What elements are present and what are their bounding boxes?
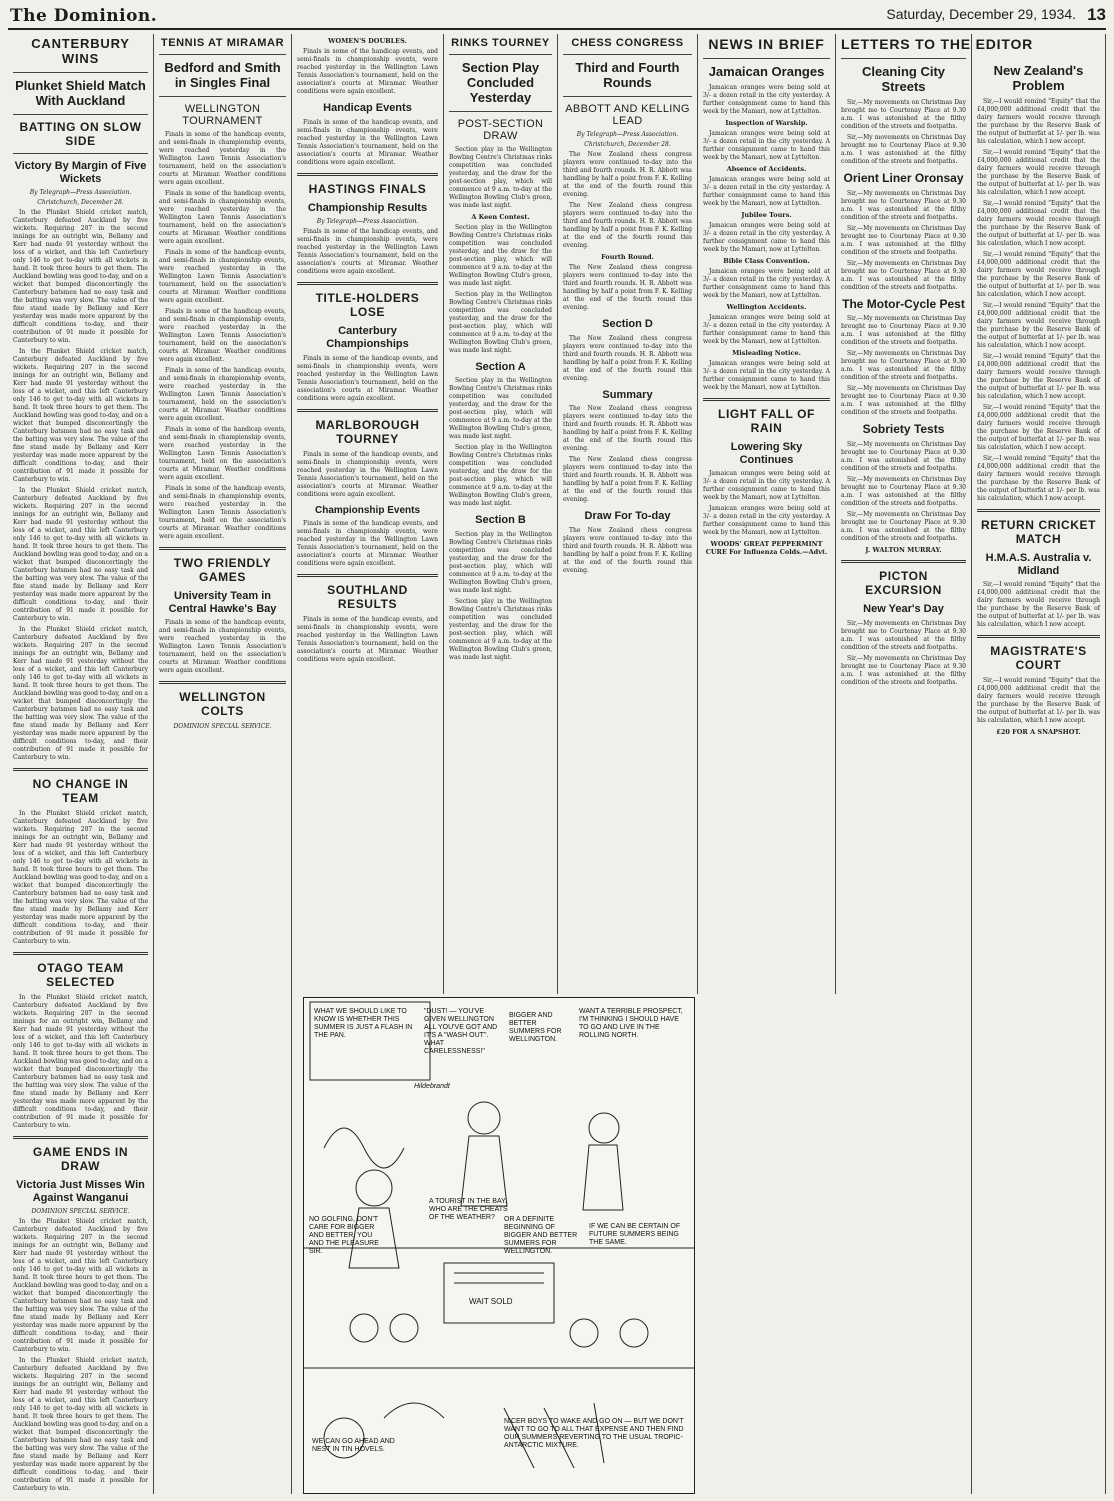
article-body-d: Finals in some of the handicap events, and semi-finals in championship events, were reached yesterday in the Wellington Lawn Tennis Association's tournament, held on the association's courts at Miramar. Weather conditions were again excellent. — [159, 307, 286, 363]
deck-oranges: Jamaican Oranges — [708, 64, 825, 79]
column-letters-2 — [972, 34, 1106, 1494]
cartoon-sign: WAIT SOLD — [469, 1297, 513, 1306]
article-body-5: The New Zealand chess congress players were continued to-day into the third and fourth rounds. H. R. Abbott was handling by half a point from F. K. Kelling at the end of the fourth round this evening. — [563, 405, 692, 453]
masthead — [8, 6, 1106, 30]
letter-body-3: Sir,—I would remind "Equity" that the £4,000,000 additional credit that the dairy farmers would receive through the purchase by the Reserve Bank of the output of butterfat at 1/- per lb. was his calculation, which I now accept. — [977, 199, 1100, 247]
subhead-misleading: Misleading Notice. — [732, 348, 801, 357]
results-body-7: Finals in some of the handicap events, and semi-finals in championship events, were reached yesterday in the Wellington Lawn Tennis Association's tournament, held on the association's courts at Miramar. Weather conditions were again excellent. — [297, 616, 438, 664]
subhead-jubilee: Jubilee Tours. — [741, 210, 792, 219]
column-letters — [836, 34, 1034, 1494]
letter-body-9: Sir,—I would remind "Equity" that the £4,000,000 additional credit that the dairy farmers would receive through the purchase by the Reserve Bank of the output of butterfat at 1/- per lb. was his calculation, which I now accept. — [977, 581, 1100, 629]
article-body-2: In the Plunket Shield cricket match, Canterbury defeated Auckland by five wickets. Requiring 207 in the second innings for an outright win, Bellamy and Kerr had made 91 yesterday without the loss of a wicket, and this left Canterbury only 146 to get to-day with all wickets in hand. It took three hours to get them. The Auckland bowling was good to-day, and on a wicket that bumped disconcertingly the Canterbury batsmen had no easy task and the batting was very slow. The value of the fine stand made by Bellamy and Kerr yesterday was made more apparent by the difficult conditions to-day, and their contribution of 91 made it possible for Canterbury to win. — [13, 810, 148, 946]
cartoon-bubble-1: WHAT WE SHOULD LIKE TO KNOW IS WHETHER THIS SUMMER IS JUST A FLASH IN THE PAN. — [314, 1008, 413, 1039]
subhead-batting: BATTING ON SLOW SIDE — [19, 119, 142, 148]
cartoon-bubble-10: WE CAN GO AHEAD AND NEST IN TIN HOVELS. — [312, 1438, 395, 1453]
headline-chess: CHESS CONGRESS — [571, 37, 684, 49]
advert-snapshot: £20 FOR A SNAPSHOT. — [996, 728, 1081, 737]
article-body-7: The New Zealand chess congress players were continued to-day into the third and fourth rounds. H. R. Abbott was handling by half a point from F. K. Kelling at the end of the fourth round this evening. — [563, 526, 692, 574]
article-body-repeat-2: In the Plunket Shield cricket match, Canterbury defeated Auckland by five wickets. Requiring 207 in the second innings for an outright win, Bellamy and Kerr had made 91 yesterday without the loss of a wicket, and this left Canterbury only 146 to get to-day with all wickets in hand. It took three hours to get them. The Auckland bowling was good to-day, and on a wicket that bumped disconcertingly the Canterbury batsmen had no easy task and the batting was very slow. The value of the fine stand made by Bellamy and Kerr yesterday was made more apparent by the difficult conditions to-day, and their contribution of 91 made it possible for Canterbury to win. — [13, 487, 148, 623]
article-body: Jamaican oranges were being sold at 3/- a dozen retail in the city yesterday. A further consignment came to hand this week by the Mamari, now at Lyttelton. — [703, 83, 830, 115]
cartoon-bubble-2: "DUST! — YOU'VE GIVEN WELLINGTON ALL YOU'VE GOT AND IT'S A "WASH OUT". WHAT CARELESSNESS!" — [424, 1008, 498, 1055]
article-body-repeat: In the Plunket Shield cricket match, Canterbury defeated Auckland by five wickets. Requiring 207 in the second innings for an outright win, Bellamy and Kerr had made 91 yesterday without the loss of a wicket, and this left Canterbury only 146 to get to-day with all wickets in hand. It took three hours to get them. The Auckland bowling was good to-day, and on a wicket that bumped disconcertingly the Canterbury batsmen had no easy task and the batting was very slow. The value of the fine stand made by Bellamy and Kerr yesterday was made more apparent by the difficult conditions to-day, and their contribution of 91 made it possible for Canterbury to win. — [13, 348, 148, 484]
article-body-6: The New Zealand chess congress players were continued to-day into the third and fourth rounds. H. R. Abbott was handling by half a point from F. K. Kelling at the end of the fourth round this evening. — [563, 456, 692, 504]
column-news — [698, 34, 836, 994]
headline-southland: SOUTHLAND RESULTS — [327, 583, 408, 612]
article-body: Section play in the Wellington Bowling Centre's Christmas rinks competition was concluded yesterday, and the draw for the post-section play, which will commence at 9 a.m. to-day at the Wellington Bowling Club's green, was made last night. — [449, 145, 552, 209]
letter-body-11: Sir,—My movements on Christmas Day brought me to Courtenay Place at 9.30 a.m. I was astonished at the filthy condition of the streets and footpaths. — [841, 511, 966, 543]
letter-body-8: Sir,—I would remind "Equity" that the £4,000,000 additional credit that the dairy farmers would receive through the purchase by the Reserve Bank of the output of butterfat at 1/- per lb. was his calculation, which I now accept. — [977, 454, 1100, 502]
deck-lowering-sky: Lowering Sky Continues — [730, 440, 803, 466]
article-body: In the Plunket Shield cricket match, Canterbury defeated Auckland by five wickets. Requiring 207 in the second innings for an outright win, Bellamy and Kerr had made 91 yesterday without the loss of a wicket, and this left Canterbury only 146 to get to-day with all wickets in hand. It took three hours to get them. The Auckland bowling was good to-day, and on a wicket that bumped disconcertingly the Canterbury batsmen had no easy task and the batting was very slow. The value of the fine stand made by Bellamy and Kerr yesterday was made more apparent by the difficult conditions to-day, and their contribution of 91 made it possible for Canterbury to win. — [13, 209, 148, 345]
article-body-2: Finals in some of the handicap events, and semi-finals in championship events, were reached yesterday in the Wellington Lawn Tennis Association's tournament, held on the association's courts at Miramar. Weather conditions were again excellent. — [159, 619, 286, 675]
headline-no-change: NO CHANGE IN TEAM — [32, 777, 129, 806]
deck-bedford: Bedford and Smith in Singles Final — [164, 60, 281, 90]
letter-body-7: Sir,—My movements on Christmas Day brought me to Courtenay Place at 9.30 a.m. I was astonished at the filthy condition of the streets and footpaths. — [841, 350, 966, 382]
section-d: Section D — [602, 317, 653, 330]
column-results — [292, 34, 444, 994]
deck-cleaning: Cleaning City Streets — [861, 64, 946, 94]
article-body-4: The New Zealand chess congress players were continued to-day into the third and fourth rounds. H. R. Abbott was handling by half a point from F. K. Kelling at the end of the fourth round this evening. — [563, 334, 692, 382]
results-body: Finals in some of the handicap events, and semi-finals in championship events, were reached yesterday in the Wellington Lawn Tennis Association's tournament, held on the association's courts at Miramar. Weather conditions were again excellent. — [297, 48, 438, 95]
headline-picton: PICTON EXCURSION — [865, 569, 942, 598]
headline-marlborough: MARLBOROUGH TOURNEY — [315, 417, 420, 446]
letter-body-6: Sir,—My movements on Christmas Day brought me to Courtenay Place at 9.30 a.m. I was astonished at the filthy condition of the streets and footpaths. — [841, 315, 966, 347]
article-body-4: Jamaican oranges were being sold at 3/- a dozen retail in the city yesterday. A further consignment came to hand this week by the Mamari, now at Lyttelton. — [703, 221, 830, 253]
cartoon-bubble-7: NO GOLFING, DON'T CARE FOR BIGGER AND BETTER, YOU AND THE PLEASURE SIR. — [309, 1216, 379, 1255]
editorial-cartoon — [303, 997, 695, 1494]
deck-canterbury-champs: Canterbury Championships — [326, 325, 409, 350]
headline-tennis: TENNIS AT MIRAMAR — [160, 37, 285, 49]
cartoon-bubble-3: BIGGER AND BETTER SUMMERS FOR WELLINGTON. — [509, 1012, 562, 1043]
column-tennis — [154, 34, 292, 1494]
letter-body-5: Sir,—My movements on Christmas Day brought me to Courtenay Place at 9.30 a.m. I was astonished at the filthy condition of the streets and footpaths. — [841, 259, 966, 291]
deck-victory: Victory By Margin of Five Wickets — [14, 159, 147, 185]
article-body-3: In the Plunket Shield cricket match, Canterbury defeated Auckland by five wickets. Requiring 207 in the second innings for an outright win, Bellamy and Kerr had made 91 yesterday without the loss of a wicket, and this left Canterbury only 146 to get to-day with all wickets in hand. It took three hours to get them. The Auckland bowling was good to-day, and on a wicket that bumped disconcertingly the Canterbury batsmen had no easy task and the batting was very slow. The value of the fine stand made by Bellamy and Kerr yesterday was made more apparent by the difficult conditions to-day, and their contribution of 91 made it possible for Canterbury to win. — [13, 994, 148, 1130]
article-body-3: Jamaican oranges were being sold at 3/- a dozen retail in the city yesterday. A further consignment came to hand this week by the Mamari, now at Lyttelton. — [703, 175, 830, 207]
subhead-keen-contest: A Keen Contest. — [471, 212, 530, 221]
article-body-2: The New Zealand chess congress players were continued to-day into the third and fourth rounds. H. R. Abbott was handling by half a point from F. K. Kelling at the end of the fourth round this evening. — [563, 201, 692, 249]
letter-body-10: Sir,—My movements on Christmas Day brought me to Courtenay Place at 9.30 a.m. I was astonished at the filthy condition of the streets and footpaths. — [841, 476, 966, 508]
headline-friendly-games: TWO FRIENDLY GAMES — [173, 555, 272, 584]
special-service: DOMINION SPECIAL SERVICE. — [31, 1208, 130, 1216]
article-body-6: Jamaican oranges were being sold at 3/- a dozen retail in the city yesterday. A further consignment came to hand this week by the Mamari, now at Lyttelton. — [703, 313, 830, 345]
cartoon-bubble-4: WANT A TERRIBLE PROSPECT, I'M THINKING I SHOULD HAVE TO GO AND LIVE IN THE ROLLING NORTH. — [579, 1008, 683, 1039]
headline-hastings: HASTINGS FINALS — [308, 181, 427, 196]
subhead-warship: Inspection of Warship. — [725, 118, 808, 127]
headline-game-draw: GAME ENDS IN DRAW — [32, 1145, 129, 1174]
cartoon-signature: Hildebrandt — [414, 1083, 450, 1090]
article-body-b: Finals in some of the handicap events, and semi-finals in championship events, were reached yesterday in the Wellington Lawn Tennis Association's tournament, held on the association's courts at Miramar. Weather conditions were again excellent. — [159, 189, 286, 245]
results-body-5: Finals in some of the handicap events, and semi-finals in championship events, were reached yesterday in the Wellington Lawn Tennis Association's tournament, held on the association's courts at Miramar. Weather conditions were again excellent. — [297, 450, 438, 498]
cartoon-bubble-6: IF WE CAN BE CERTAIN OF FUTURE SUMMERS BEING THE SAME. — [589, 1223, 681, 1246]
article-body-8: Jamaican oranges were being sold at 3/- a dozen retail in the city yesterday. A further consignment came to hand this week by the Mamari, now at Lyttelton. — [703, 470, 830, 502]
deck-hmas: H.M.A.S. Australia v. Midland — [985, 551, 1092, 577]
letter-body-2: Sir,—My movements on Christmas Day brought me to Courtenay Place at 9.30 a.m. I was astonished at the filthy condition of the streets and footpaths. — [841, 133, 966, 165]
subhead-accidents: Absence of Accidents. — [726, 164, 807, 173]
summary: Summary — [602, 388, 653, 401]
headline-canterbury-wins: CANTERBURY WINS — [31, 36, 130, 66]
byline: By Telegraph—Press Association. — [576, 130, 679, 138]
article-body-2: Jamaican oranges were being sold at 3/- a dozen retail in the city yesterday. A further consignment came to hand this week by the Mamari, now at Lyttelton. — [703, 129, 830, 161]
column-cricket — [8, 34, 154, 1494]
article-body-f: Finals in some of the handicap events, and semi-finals in championship events, were reached yesterday in the Wellington Lawn Tennis Association's tournament, held on the association's courts at Miramar. Weather conditions were again excellent. — [159, 425, 286, 481]
issue-date: Saturday, December 29, 1934. — [886, 6, 1076, 22]
deck-section-play: Section Play Concluded Yesterday — [461, 60, 540, 105]
column-chess — [558, 34, 698, 994]
championship-events: Championship Events — [314, 504, 420, 516]
letter-body-10: Sir,—I would remind "Equity" that the £4,000,000 additional credit that the dairy farmers would receive through the purchase by the Reserve Bank of the output of butterfat at 1/- per lb. was his calculation, which I now accept. — [977, 677, 1100, 725]
handicap-events: Handicap Events — [323, 102, 412, 114]
headline-return-cricket: RETURN CRICKET MATCH — [980, 517, 1097, 546]
deck-championship: Championship Results — [307, 201, 428, 214]
deck-oronsay: Orient Liner Oronsay — [843, 170, 964, 185]
byline: By Telegraph—Press Association. — [29, 189, 132, 197]
article-body: The New Zealand chess congress players were continued to-day into the third and fourth rounds. H. R. Abbott was handling by half a point from F. K. Kelling at the end of the fourth round this evening. — [563, 150, 692, 198]
headline-letters: LETTERS TO THE EDITOR — [841, 36, 1034, 52]
article-body-e: Finals in some of the handicap events, and semi-finals in championship events, were reached yesterday in the Wellington Lawn Tennis Association's tournament, held on the association's courts at Miramar. Weather conditions were again excellent. — [159, 366, 286, 422]
letter-body-4: Sir,—I would remind "Equity" that the £4,000,000 additional credit that the dairy farmers would receive through the purchase by the Reserve Bank of the output of butterfat at 1/- per lb. was his calculation, which I now accept. — [977, 250, 1100, 298]
fourth-round: Fourth Round. — [601, 252, 654, 261]
newspaper-title: The Dominion. — [10, 6, 158, 26]
headline-news-brief: NEWS IN BRIEF — [708, 36, 825, 52]
results-body-2: Finals in some of the handicap events, and semi-finals in championship events, were reached yesterday in the Wellington Lawn Tennis Association's tournament, held on the association's courts at Miramar. Weather conditions were again excellent. — [297, 118, 438, 166]
deck-motor-cycle: The Motor-Cycle Pest — [842, 296, 965, 311]
headline-otago-team: OTAGO TEAM SELECTED — [37, 961, 124, 990]
column-bowls — [444, 34, 558, 994]
headline-magistrate: MAGISTRATE'S COURT — [990, 644, 1087, 673]
headline-title-holders: TITLE-HOLDERS LOSE — [315, 291, 420, 320]
section-b: Section B — [475, 514, 526, 527]
article-body-9: Jamaican oranges were being sold at 3/- a dozen retail in the city yesterday. A further consignment came to hand this week by the Mamari, now at Lyttelton. — [703, 505, 830, 537]
letter-body-5: Sir,—I would remind "Equity" that the £4,000,000 additional credit that the dairy farmers would receive through the purchase by the Reserve Bank of the output of butterfat at 1/- per lb. was his calculation, which I now accept. — [977, 301, 1100, 349]
article-body-3: Section play in the Wellington Bowling Centre's Christmas rinks competition was concluded yesterday, and the draw for the post-section play, which will commence at 9 a.m. to-day at the Wellington Bowling Club's green, was made last night. — [449, 290, 552, 354]
cartoon-bubble-11: NICER BOYS TO WAKE AND GO ON — BUT WE DON'T WANT TO GO TO ALL THAT EXPENSE AND THEN FIND OUR SUMMERS REVERTING TO THE USUAL TROPIC-ANTARCTIC MIXTURE. — [504, 1418, 684, 1449]
letter-body: Sir,—I would remind "Equity" that the £4,000,000 additional credit that the dairy farmers would receive through the purchase by the Reserve Bank of the output of butterfat at 1/- per lb. was his calculation, which I now accept. — [977, 97, 1100, 145]
subhead-post-section: POST-SECTION DRAW — [457, 117, 544, 142]
letter-body-7: Sir,—I would remind "Equity" that the £4,000,000 additional credit that the dairy farmers would receive through the purchase by the Reserve Bank of the output of butterfat at 1/- per lb. was his calculation, which I now accept. — [977, 403, 1100, 451]
cartoon-bubble-8: OR A DEFINITE BEGINNING OF BIGGER AND BETTER SUMMERS FOR WELLINGTON. — [504, 1216, 578, 1255]
deck-plunket-shield: Plunket Shield Match With Auckland — [15, 78, 146, 108]
deck-sobriety: Sobriety Tests — [862, 422, 945, 437]
dateline: Christchurch, December 28. — [37, 199, 124, 207]
article-body-5: Jamaican oranges were being sold at 3/- a dozen retail in the city yesterday. A further consignment came to hand this week by the Mamari, now at Lyttelton. — [703, 267, 830, 299]
article-body-g: Finals in some of the handicap events, and semi-finals in championship events, were reached yesterday in the Wellington Lawn Tennis Association's tournament, held on the association's courts at Miramar. Weather conditions were again excellent. — [159, 484, 286, 540]
headline-colts: WELLINGTON COLTS — [179, 690, 266, 719]
byline: By Telegraph—Press Association. — [316, 218, 419, 226]
deck-nz-problem: New Zealand's Problem — [993, 63, 1084, 93]
draw-today: Draw For To-day — [584, 510, 671, 523]
letter-body-2: Sir,—I would remind "Equity" that the £4,000,000 additional credit that the dairy farmers would receive through the purchase by the Reserve Bank of the output of butterfat at 1/- per lb. was his calculation, which I now accept. — [977, 148, 1100, 196]
article-body-4: Section play in the Wellington Bowling Centre's Christmas rinks competition was concluded yesterday, and the draw for the post-section play, which will commence at 9 a.m. to-day at the Wellington Bowling Club's green, was made last night. — [449, 377, 552, 441]
article-body-4: In the Plunket Shield cricket match, Canterbury defeated Auckland by five wickets. Requiring 207 in the second innings for an outright win, Bellamy and Kerr had made 91 yesterday without the loss of a wicket, and this left Canterbury only 146 to get to-day with all wickets in hand. It took three hours to get them. The Auckland bowling was good to-day, and on a wicket that bumped disconcertingly the Canterbury batsmen had no easy task and the batting was very slow. The value of the fine stand made by Bellamy and Kerr yesterday was made more apparent by the difficult conditions to-day, and their contribution of 91 made it possible for Canterbury to win. — [13, 1218, 148, 1354]
letter-body-3: Sir,—My movements on Christmas Day brought me to Courtenay Place at 9.30 a.m. I was astonished at the filthy condition of the streets and footpaths. — [841, 189, 966, 221]
deck-new-year: New Year's Day — [863, 603, 944, 616]
signoff: J. WALTON MURRAY. — [865, 546, 942, 555]
letter-body-6: Sir,—I would remind "Equity" that the £4,000,000 additional credit that the dairy farmers would receive through the purchase by the Reserve Bank of the output of butterfat at 1/- per lb. was his calculation, which I now accept. — [977, 352, 1100, 400]
special-service: DOMINION SPECIAL SERVICE. — [173, 723, 272, 731]
advert-woods: WOODS' GREAT PEPPERMINT CURE For Influenza Colds.—Advt. — [705, 540, 828, 557]
results-body-4: Finals in some of the handicap events, and semi-finals in championship events, were reached yesterday in the Wellington Lawn Tennis Association's tournament, held on the association's courts at Miramar. Weather conditions were again excellent. — [297, 354, 438, 402]
results-body-3: Finals in some of the handicap events, and semi-finals in championship events, were reached yesterday in the Wellington Lawn Tennis Association's tournament, held on the association's courts at Miramar. Weather conditions were again excellent. — [297, 228, 438, 276]
letter-body: Sir,—My movements on Christmas Day brought me to Courtenay Place at 9.30 a.m. I was astonished at the filthy condition of the streets and footpaths. — [841, 98, 966, 130]
cartoon-bubble-5: A TOURIST IN THE BAY. WHO ARE THE CHEATS OF THE WEATHER? — [429, 1198, 508, 1221]
subhead-wellington-accidents: Wellington Accidents. — [726, 302, 807, 311]
letter-body-13: Sir,—My movements on Christmas Day brought me to Courtenay Place at 9.30 a.m. I was astonished at the filthy condition of the streets and footpaths. — [841, 654, 966, 686]
article-body-repeat-3: In the Plunket Shield cricket match, Canterbury defeated Auckland by five wickets. Requiring 207 in the second innings for an outright win, Bellamy and Kerr had made 91 yesterday without the loss of a wicket, and this left Canterbury only 146 to get to-day with all wickets in hand. It took three hours to get them. The Auckland bowling was good to-day, and on a wicket that bumped disconcertingly the Canterbury batsmen had no easy task and the batting was very slow. The value of the fine stand made by Bellamy and Kerr yesterday was made more apparent by the difficult conditions to-day, and their contribution of 91 made it possible for Canterbury to win. — [13, 626, 148, 762]
article-body-7: Section play in the Wellington Bowling Centre's Christmas rinks competition was concluded yesterday, and the draw for the post-section play, which will commence at 9 a.m. to-day at the Wellington Bowling Club's green, was made last night. — [449, 598, 552, 662]
results-body-6: Finals in some of the handicap events, and semi-finals in championship events, were reached yesterday in the Wellington Lawn Tennis Association's tournament, held on the association's courts at Miramar. Weather conditions were again excellent. — [297, 520, 438, 568]
article-body-7: Jamaican oranges were being sold at 3/- a dozen retail in the city yesterday. A further consignment came to hand this week by the Mamari, now at Lyttelton. — [703, 359, 830, 391]
letter-body-12: Sir,—My movements on Christmas Day brought me to Courtenay Place at 9.30 a.m. I was astonished at the filthy condition of the streets and footpaths. — [841, 619, 966, 651]
article-body-6: Section play in the Wellington Bowling Centre's Christmas rinks competition was concluded yesterday, and the draw for the post-section play, which will commence at 9 a.m. to-day at the Wellington Bowling Club's green, was made last night. — [449, 531, 552, 595]
letter-body-9: Sir,—My movements on Christmas Day brought me to Courtenay Place at 9.30 a.m. I was astonished at the filthy condition of the streets and footpaths. — [841, 441, 966, 473]
deck-university: University Team in Central Hawke's Bay — [168, 589, 277, 615]
article-body-5: Section play in the Wellington Bowling Centre's Christmas rinks competition was concluded yesterday, and the draw for the post-section play, which will commence at 9 a.m. to-day at the Wellington Bowling Club's green, was made last night. — [449, 444, 552, 508]
dateline: Christchurch, December 28. — [584, 140, 671, 148]
deck-victoria: Victoria Just Misses Win Against Wanganui — [16, 1179, 145, 1204]
subhead-bible-class: Bible Class Convention. — [723, 256, 810, 265]
letter-body-4: Sir,—My movements on Christmas Day brought me to Courtenay Place at 9.30 a.m. I was astonished at the filthy condition of the streets and footpaths. — [841, 224, 966, 256]
section-a: Section A — [475, 360, 526, 373]
article-body-c: Finals in some of the handicap events, and semi-finals in championship events, were reached yesterday in the Wellington Lawn Tennis Association's tournament, held on the association's courts at Miramar. Weather conditions were again excellent. — [159, 248, 286, 304]
subhead-wellington-tournament: WELLINGTON TOURNAMENT — [182, 102, 263, 127]
deck-rounds: Third and Fourth Rounds — [575, 60, 680, 90]
headline-rain: LIGHT FALL OF RAIN — [718, 406, 815, 435]
article-body-3: The New Zealand chess congress players were continued to-day into the third and fourth rounds. H. R. Abbott was handling by half a point from F. K. Kelling at the end of the fourth round this evening. — [563, 263, 692, 311]
article-body-2: Section play in the Wellington Bowling Centre's Christmas rinks competition was concluded yesterday, and the draw for the post-section play, which will commence at 9 a.m. to-day at the Wellington Bowling Club's green, was made last night. — [449, 223, 552, 287]
article-body: Finals in some of the handicap events, and semi-finals in championship events, were reached yesterday in the Wellington Lawn Tennis Association's tournament, held on the association's courts at Miramar. Weather conditions were again excellent. — [159, 130, 286, 186]
subhead-abbott: ABBOTT AND KELLING LEAD — [565, 102, 690, 127]
headline-rinks: RINKS TOURNEY — [451, 37, 550, 49]
article-body-5: In the Plunket Shield cricket match, Canterbury defeated Auckland by five wickets. Requiring 207 in the second innings for an outright win, Bellamy and Kerr had made 91 yesterday without the loss of a wicket, and this left Canterbury only 146 to get to-day with all wickets in hand. It took three hours to get them. The Auckland bowling was good to-day, and on a wicket that bumped disconcertingly the Canterbury batsmen had no easy task and the batting was very slow. The value of the fine stand made by Bellamy and Kerr yesterday was made more apparent by the difficult conditions to-day, and their contribution of 91 made it possible for Canterbury to win. — [13, 1357, 148, 1493]
page-number: 13 — [1087, 5, 1106, 24]
womens-doubles: WOMEN'S DOUBLES. — [328, 37, 407, 45]
letter-body-8: Sir,—My movements on Christmas Day brought me to Courtenay Place at 9.30 a.m. I was astonished at the filthy condition of the streets and footpaths. — [841, 385, 966, 417]
